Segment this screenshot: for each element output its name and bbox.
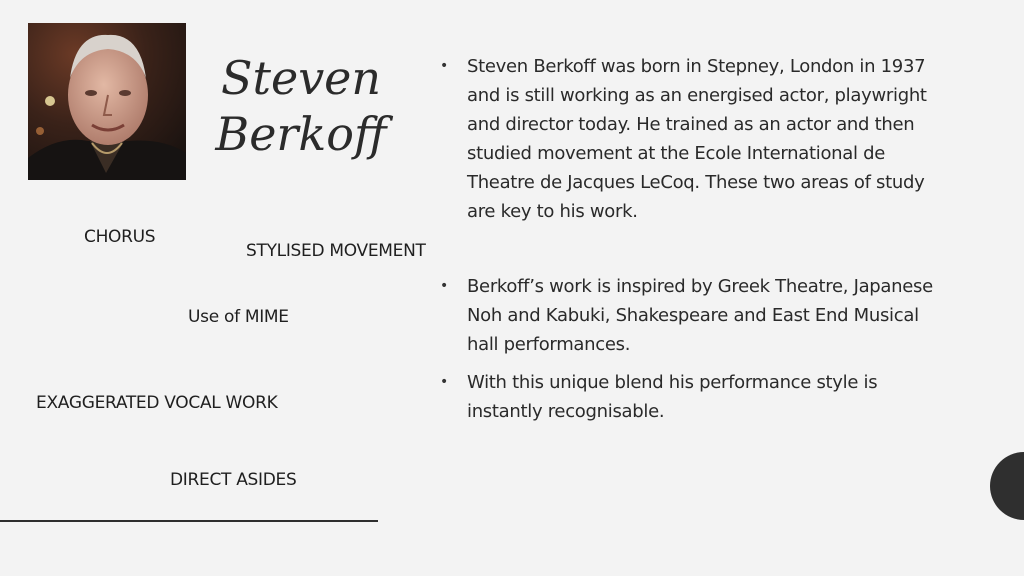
bullet-marker: • (440, 374, 448, 390)
bullet-item (440, 272, 940, 359)
keyword-direct-asides: DIRECT ASIDES (170, 470, 297, 490)
keyword-chorus: CHORUS (84, 227, 156, 247)
bullet-marker: • (440, 278, 448, 294)
keyword-mime: Use of MIME (188, 307, 289, 327)
bullet-text: Steven Berkoff was born in Stepney, London in 1937 and is still working as an energised actor, playwright and director today. He trained as an actor and then studied movement at the Ecole International de Theatre de Jacques LeCoq. These two areas of study are key to his work. (467, 56, 927, 222)
title-line-first: Steven (220, 51, 382, 105)
divider-line (0, 520, 378, 522)
bullet-item (440, 52, 940, 226)
decorative-circle (990, 452, 1024, 520)
bullet-text: Berkoff’s work is inspired by Greek Theatre, Japanese Noh and Kabuki, Shakespeare and East End Musical hall performances. (467, 276, 933, 355)
keyword-stylised-movement: STYLISED MOVEMENT (246, 241, 426, 261)
bullet-text: With this unique blend his performance style is instantly recognisable. (467, 372, 878, 422)
bullet-item (440, 368, 940, 426)
title-line-last: Berkoff (215, 107, 387, 161)
page-title (196, 50, 406, 162)
portrait-photo (28, 23, 186, 180)
keyword-vocal-work: EXAGGERATED VOCAL WORK (36, 393, 278, 413)
bullet-marker: • (440, 58, 448, 74)
